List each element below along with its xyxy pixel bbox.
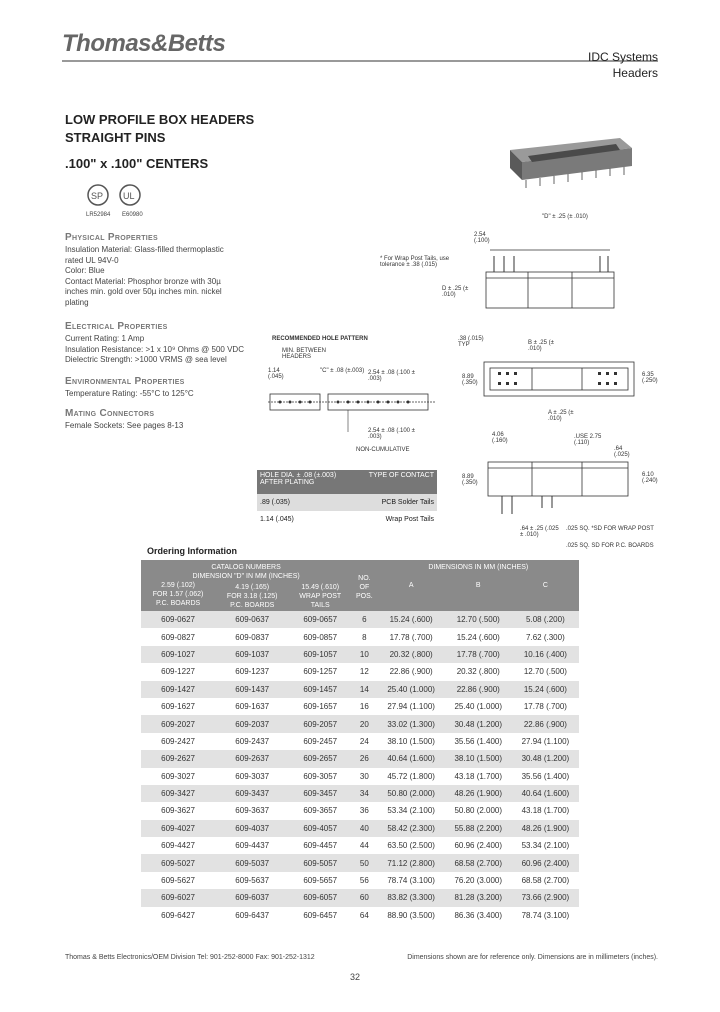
table-cell: 609-2637	[215, 750, 289, 767]
table-cell: 40.64 (1.600)	[512, 785, 579, 802]
table-cell: 78.74 (3.100)	[521, 910, 570, 920]
table-cell: 27.94 (1.100)	[387, 702, 435, 712]
table-cell: 609-0627	[141, 611, 215, 628]
dim-b-label: B ± .25 (± .010)	[528, 340, 554, 352]
ordering-table	[141, 560, 579, 924]
table-row	[141, 820, 579, 837]
table-cell: 609-1257	[303, 667, 338, 677]
table-cell: 609-2057	[289, 715, 351, 732]
table-cell: 609-1027	[141, 646, 215, 663]
table-cell: 609-3657	[303, 806, 338, 816]
table-cell: 609-1657	[303, 702, 338, 712]
physical-heading: Physical Properties	[65, 232, 158, 243]
table-cell: 17.78 (.700)	[523, 702, 567, 712]
table-row	[141, 802, 579, 819]
csa-number: LR52984	[86, 212, 111, 218]
table-cell: 43.18 (1.700)	[521, 806, 570, 816]
table-cell: 58.42 (2.300)	[378, 820, 445, 837]
table-cell: 609-1227	[161, 667, 195, 677]
table-cell: 8	[362, 632, 367, 642]
table-cell: 15.24 (.600)	[512, 681, 579, 698]
table-cell: 609-0827	[161, 632, 195, 642]
table-cell: 609-1057	[289, 646, 351, 663]
table-row	[141, 907, 579, 924]
table-cell: 36	[359, 806, 369, 816]
product-spacing: .100" x .100" CENTERS	[65, 156, 209, 171]
product-subtitle: STRAIGHT PINS	[65, 130, 166, 145]
brand-logo: Thomas&Betts	[62, 30, 226, 57]
table-cell: 22.86 (.900)	[389, 667, 433, 677]
header-top-drawing	[482, 360, 642, 400]
table-cell: 50.80 (2.000)	[378, 785, 445, 802]
col3-header: 15.49 (.610) WRAP POST TAILS	[289, 581, 351, 611]
catalog-header: CATALOG NUMBERS DIMENSION "D" IN MM (INCHES)	[141, 560, 351, 581]
table-cell: 83.82 (3.300)	[378, 889, 445, 906]
table-cell: 609-4037	[215, 820, 289, 837]
dim-254b-label: 2.54 ± .08 (.100 ± .003)	[368, 428, 415, 440]
table-cell: 609-4027	[141, 820, 215, 837]
dim-38-label: .38 (.015) TYP	[458, 336, 484, 348]
dim-275-label: .USE 2.75 (.110)	[574, 434, 602, 446]
dimensions-header: DIMENSIONS IN MM (INCHES)	[378, 560, 579, 581]
table-cell: 53.34 (2.100)	[387, 806, 435, 816]
hole-dia-cell: .89 (.035)	[257, 494, 363, 511]
table-cell: 609-3057	[303, 771, 338, 781]
table-cell: 609-5627	[161, 876, 195, 886]
table-cell: 609-4457	[303, 841, 338, 851]
table-cell: 60.96 (2.400)	[454, 841, 503, 851]
table-cell: 609-1437	[215, 681, 289, 698]
table-cell: 609-6037	[215, 889, 289, 906]
col-a-header: A	[378, 581, 445, 611]
table-cell: 609-1237	[235, 667, 270, 677]
table-cell: 609-3437	[215, 785, 289, 802]
table-cell: 44	[359, 841, 369, 851]
header-side-drawing	[482, 458, 642, 518]
table-cell: 25.40 (1.000)	[378, 681, 445, 698]
table-cell: 609-1637	[235, 702, 270, 712]
table-row	[141, 768, 579, 785]
pc-board-label: .025 SQ. SD FOR P.C. BOARDS	[566, 543, 654, 549]
dim-635-label: 6.35 (.250)	[642, 372, 658, 384]
table-cell: 15.24 (.600)	[456, 632, 500, 642]
table-cell: 609-4437	[235, 841, 270, 851]
table-cell: 609-0857	[303, 632, 338, 642]
table-cell: 68.58 (2.700)	[521, 876, 570, 886]
svg-text:UL: UL	[123, 191, 135, 201]
table-cell: 609-3457	[289, 785, 351, 802]
product-title: LOW PROFILE BOX HEADERS	[65, 112, 255, 127]
table-cell: 71.12 (2.800)	[378, 854, 445, 871]
electrical-heading: Electrical Properties	[65, 321, 168, 332]
table-cell: 609-3037	[235, 771, 270, 781]
cert-logos-icon	[86, 182, 146, 208]
product-photo	[500, 120, 640, 190]
page-number: 32	[350, 972, 361, 982]
dim-610-label: 6.10 (.240)	[642, 472, 658, 484]
dim-D2-label: D ± .25 (± .010)	[442, 286, 469, 298]
table-cell: 609-1427	[141, 681, 215, 698]
dim-64b-label: .64 ± .25 (.025 ± .010)	[520, 526, 559, 538]
table-cell: 609-0657	[289, 611, 351, 628]
table-cell: 7.62 (.300)	[526, 632, 565, 642]
table-cell: 30.48 (1.200)	[445, 715, 512, 732]
ordering-heading: Ordering Information	[147, 546, 237, 556]
table-cell: 609-0837	[235, 632, 270, 642]
table-cell: 33.02 (1.300)	[378, 715, 445, 732]
wrap-post-label: .025 SQ. *SD FOR WRAP POST	[566, 526, 654, 532]
table-row	[141, 698, 579, 715]
col2-header: 4.19 (.165) FOR 3.18 (.125) P.C. BOARDS	[215, 581, 289, 611]
ordering-rows	[141, 611, 579, 924]
col-b-header: B	[445, 581, 512, 611]
footer-disclaimer: Dimensions shown are for reference only. Dimensions are in millimeters (inches).	[407, 954, 658, 961]
table-row	[141, 889, 579, 906]
table-cell: 609-6437	[235, 910, 270, 920]
table-cell: 609-2457	[303, 736, 338, 746]
table-cell: 609-2657	[289, 750, 351, 767]
contact-type-cell: PCB Solder Tails	[363, 494, 437, 511]
environmental-heading: Environmental Properties	[65, 376, 185, 387]
table-cell: 20.32 (.800)	[378, 646, 445, 663]
table-row	[141, 854, 579, 871]
hole-dia-header: HOLE DIA. ± .08 (±.003) AFTER PLATING	[257, 470, 363, 494]
table-cell: 10.16 (.400)	[512, 646, 579, 663]
table-cell: 38.10 (1.500)	[387, 736, 435, 746]
table-cell: 35.56 (1.400)	[454, 736, 503, 746]
table-cell: 30	[359, 771, 369, 781]
ul-number: E60980	[122, 212, 143, 218]
environmental-text: Temperature Rating: -55°C to 125°C	[65, 389, 194, 398]
table-row	[141, 750, 579, 767]
table-cell: 20	[351, 715, 377, 732]
header-front-drawing	[480, 246, 620, 312]
table-cell: 35.56 (1.400)	[521, 771, 570, 781]
table-cell: 26	[351, 750, 377, 767]
table-cell: 16	[359, 702, 369, 712]
dim-889b-label: 8.89 (.350)	[462, 474, 478, 486]
table-cell: 609-1037	[215, 646, 289, 663]
table-cell: 60.96 (2.400)	[512, 854, 579, 871]
table-cell: 40	[351, 820, 377, 837]
col-c-header: C	[512, 581, 579, 611]
table-cell: 609-2037	[215, 715, 289, 732]
table-cell: 88.90 (3.500)	[387, 910, 435, 920]
table-row	[141, 663, 579, 680]
dim-a-label: A ± .25 (± .010)	[548, 410, 574, 422]
header-subcategory: Headers	[612, 66, 658, 80]
table-cell: 64	[359, 910, 369, 920]
table-cell: 609-2627	[141, 750, 215, 767]
table-cell: 5.08 (.200)	[512, 611, 579, 628]
table-cell: 30.48 (1.200)	[512, 750, 579, 767]
table-cell: 609-5027	[141, 854, 215, 871]
table-cell: 609-2437	[235, 736, 270, 746]
table-cell: 609-3427	[141, 785, 215, 802]
table-cell: 45.72 (1.800)	[387, 771, 435, 781]
table-cell: 81.28 (3.200)	[445, 889, 512, 906]
dim-64-label: .64 (.025)	[614, 446, 630, 458]
table-cell: 63.50 (2.500)	[387, 841, 435, 851]
min-between-label: MIN. BETWEEN HEADERS	[282, 348, 327, 360]
table-cell: 609-6027	[141, 889, 215, 906]
dim-254c-label: 2.54 (.100)	[474, 232, 490, 244]
table-cell: 27.94 (1.100)	[521, 736, 570, 746]
contact-type-header: TYPE OF CONTACT	[363, 470, 437, 494]
table-cell: 609-1627	[161, 702, 195, 712]
hole-pattern-title: RECOMMENDED HOLE PATTERN	[272, 336, 368, 342]
table-cell: 609-3627	[161, 806, 195, 816]
table-cell: 55.88 (2.200)	[445, 820, 512, 837]
svg-text:SP: SP	[91, 191, 104, 201]
table-row	[141, 733, 579, 750]
table-cell: 17.78 (.700)	[445, 646, 512, 663]
table-cell: 56	[359, 876, 369, 886]
table-cell: 20.32 (.800)	[456, 667, 500, 677]
table-cell: 609-4057	[289, 820, 351, 837]
table-cell: 609-5057	[289, 854, 351, 871]
table-cell: 17.78 (.700)	[389, 632, 433, 642]
table-row	[141, 681, 579, 698]
table-cell: 12.70 (.500)	[445, 611, 512, 628]
table-row	[141, 628, 579, 645]
mating-heading: Mating Connectors	[65, 408, 155, 419]
table-cell: 68.58 (2.700)	[445, 854, 512, 871]
table-cell: 609-3027	[161, 771, 195, 781]
table-cell: 609-5637	[235, 876, 270, 886]
dim-114-label: 1.14 (.045)	[268, 368, 284, 380]
non-cumulative-label: NON-CUMULATIVE	[356, 447, 410, 453]
table-cell: 609-1457	[289, 681, 351, 698]
table-cell: 609-6427	[161, 910, 195, 920]
table-cell: 76.20 (3.000)	[454, 876, 503, 886]
table-cell: 24	[359, 736, 369, 746]
physical-text: Insulation Material: Glass-filled thermoplastic rated UL 94V-0 Color: Blue Contact Material: Phosphor bronze with 30µ inches min. gold over 50µ inches min. nickel plating	[65, 245, 224, 307]
table-cell: 50.80 (2.000)	[454, 806, 503, 816]
table-cell: 78.74 (3.100)	[387, 876, 435, 886]
col1-header: 2.59 (.102) FOR 1.57 (.062) P.C. BOARDS	[141, 581, 215, 611]
dim-c-label: "C" ± .08 (±.003)	[320, 368, 365, 374]
table-cell: 6	[351, 611, 377, 628]
table-cell: 14	[351, 681, 377, 698]
table-cell: 609-6057	[289, 889, 351, 906]
table-cell: 609-3637	[235, 806, 270, 816]
table-cell: 43.18 (1.700)	[454, 771, 503, 781]
table-cell: 25.40 (1.000)	[454, 702, 503, 712]
footer-contact: Thomas & Betts Electronics/OEM Division Tel: 901-252-8000 Fax: 901-252-1312	[65, 954, 315, 961]
header-rule	[62, 60, 658, 62]
table-row	[141, 646, 579, 663]
contact-type-cell: Wrap Post Tails	[385, 516, 434, 523]
table-row	[141, 837, 579, 854]
table-row	[141, 872, 579, 889]
table-cell: 609-0637	[215, 611, 289, 628]
dim-d-label: "D" ± .25 (± .010)	[542, 214, 588, 220]
table-cell: 22.86 (.900)	[445, 681, 512, 698]
table-cell: 48.26 (1.900)	[512, 820, 579, 837]
table-cell: 86.36 (3.400)	[454, 910, 503, 920]
electrical-text: Current Rating: 1 Amp Insulation Resistance: >1 x 10⁹ Ohms @ 500 VDC Dielectric Strength: >1000 VRMS @ sea level	[65, 334, 244, 364]
table-cell: 22.86 (.900)	[512, 715, 579, 732]
table-cell: 48.26 (1.900)	[445, 785, 512, 802]
dim-406-label: 4.06 (.160)	[492, 432, 508, 444]
dim-889-label: 8.89 (.350)	[462, 374, 478, 386]
table-cell: 60	[351, 889, 377, 906]
table-cell: 73.66 (2.900)	[512, 889, 579, 906]
table-cell: 10	[351, 646, 377, 663]
table-cell: 38.10 (1.500)	[445, 750, 512, 767]
table-row	[141, 785, 579, 802]
table-cell: 12	[359, 667, 369, 677]
table-cell: 609-2427	[161, 736, 195, 746]
header-category: IDC Systems	[587, 50, 658, 64]
table-row	[141, 715, 579, 732]
table-cell: 12.70 (.500)	[523, 667, 567, 677]
mating-text: Female Sockets: See pages 8-13	[65, 421, 184, 430]
table-cell: 609-5037	[215, 854, 289, 871]
table-row	[141, 611, 579, 628]
table-cell: 40.64 (1.600)	[378, 750, 445, 767]
positions-header: NO. OF POS.	[351, 560, 377, 611]
dim-254-label: 2.54 ± .08 (.100 ± .003)	[368, 370, 415, 382]
table-cell: 34	[351, 785, 377, 802]
table-cell: 50	[351, 854, 377, 871]
table-cell: 609-5657	[303, 876, 338, 886]
hole-table	[257, 470, 437, 528]
hole-dia-cell: 1.14 (.045)	[260, 516, 294, 523]
table-cell: 609-6457	[303, 910, 338, 920]
table-cell: 609-4427	[161, 841, 195, 851]
table-cell: 609-2027	[141, 715, 215, 732]
table-cell: 53.34 (2.100)	[521, 841, 570, 851]
wrap-note: * For Wrap Post Tails, use tolerance ± .38 (.015)	[380, 256, 450, 268]
table-cell: 15.24 (.600)	[378, 611, 445, 628]
